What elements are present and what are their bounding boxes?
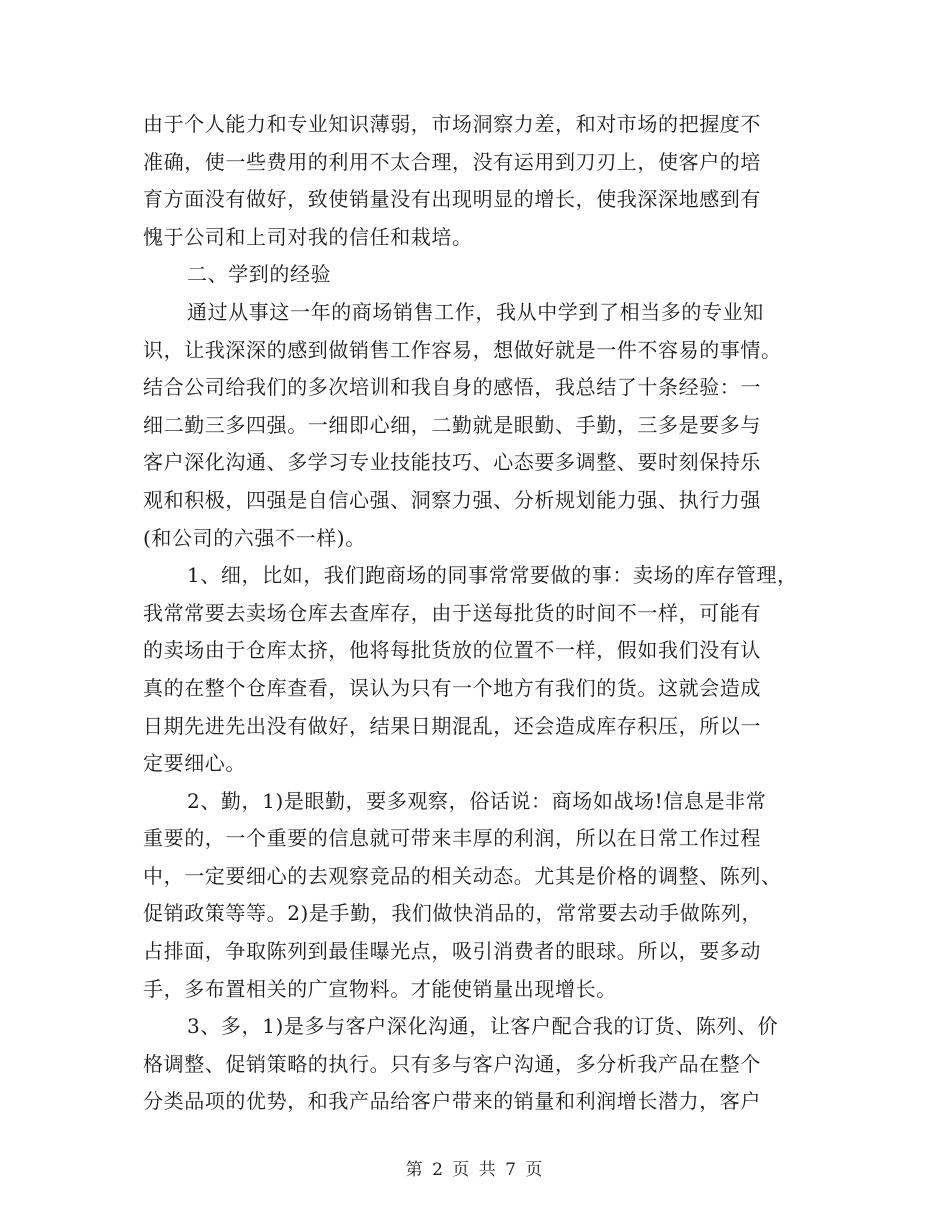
text-line: 客户深化沟通、多学习专业技能技巧、心态要多调整、要时刻保持乐 [143, 450, 761, 475]
text-line: 日期先进先出没有做好，结果日期混乱，还会造成库存积压，所以一 [143, 713, 761, 738]
text-line: 格调整、促销策略的执行。只有多与客户沟通，多分析我产品在整个 [143, 1051, 761, 1076]
text-line: 二、学到的经验 [187, 262, 332, 287]
text-line: 1、细，比如，我们跑商场的同事常常要做的事：卖场的库存管理， [187, 563, 798, 588]
body-text [143, 106, 815, 1121]
text-line: 定要细心。 [143, 751, 246, 776]
text-line: 结合公司给我们的多次培训和我自身的感悟，我总结了十条经验：一 [143, 375, 761, 400]
text-line: 育方面没有做好，致使销量没有出现明显的增长，使我深深地感到有 [143, 187, 761, 212]
text-line: 的卖场由于仓库太挤，他将每批货放的位置不一样，假如我们没有认 [143, 638, 761, 663]
text-line: 愧于公司和上司对我的信任和栽培。 [143, 224, 473, 249]
text-line: 手，多布置相关的广宣物料。才能使销量出现增长。 [143, 976, 617, 1001]
text-line: 占排面，争取陈列到最佳曝光点，吸引消费者的眼球。所以，要多动 [143, 939, 761, 964]
text-line: 通过从事这一年的商场销售工作，我从中学到了相当多的专业知 [187, 299, 764, 324]
text-line: 观和积极，四强是自信心强、洞察力强、分析规划能力强、执行力强 [143, 487, 761, 512]
text-line: 识，让我深深的感到做销售工作容易，想做好就是一件不容易的事情。 [143, 337, 782, 362]
text-line: 分类品项的优势，和我产品给客户带来的销量和利润增长潜力，客户 [143, 1089, 761, 1114]
text-line: 真的在整个仓库查看，误认为只有一个地方有我们的货。这就会造成 [143, 675, 761, 700]
text-line: 2、勤，1)是眼勤，要多观察，俗话说：商场如战场!信息是非常 [187, 788, 767, 813]
text-line: 我常常要去卖场仓库去查库存，由于送每批货的时间不一样，可能有 [143, 600, 761, 625]
text-line: 促销政策等等。2)是手勤，我们做快消品的，常常要去动手做陈列， [143, 901, 763, 926]
page-footer: 第 2 页 共 7 页 [405, 1160, 545, 1180]
text-line: 3、多，1)是多与客户深化沟通，让客户配合我的订货、陈列、价 [187, 1014, 779, 1039]
text-line: 中，一定要细心的去观察竞品的相关动态。尤其是价格的调整、陈列、 [143, 863, 782, 888]
text-line: 重要的，一个重要的信息就可带来丰厚的利润，所以在日常工作过程 [143, 826, 761, 851]
text-line: 细二勤三多四强。一细即心细，二勤就是眼勤、手勤，三多是要多与 [143, 412, 761, 437]
text-line: 由于个人能力和专业知识薄弱，市场洞察力差，和对市场的把握度不 [143, 112, 761, 136]
text-line: 准确，使一些费用的利用不太合理，没有运用到刀刃上，使客户的培 [143, 149, 761, 174]
text-line: (和公司的六强不一样)。 [143, 525, 366, 550]
